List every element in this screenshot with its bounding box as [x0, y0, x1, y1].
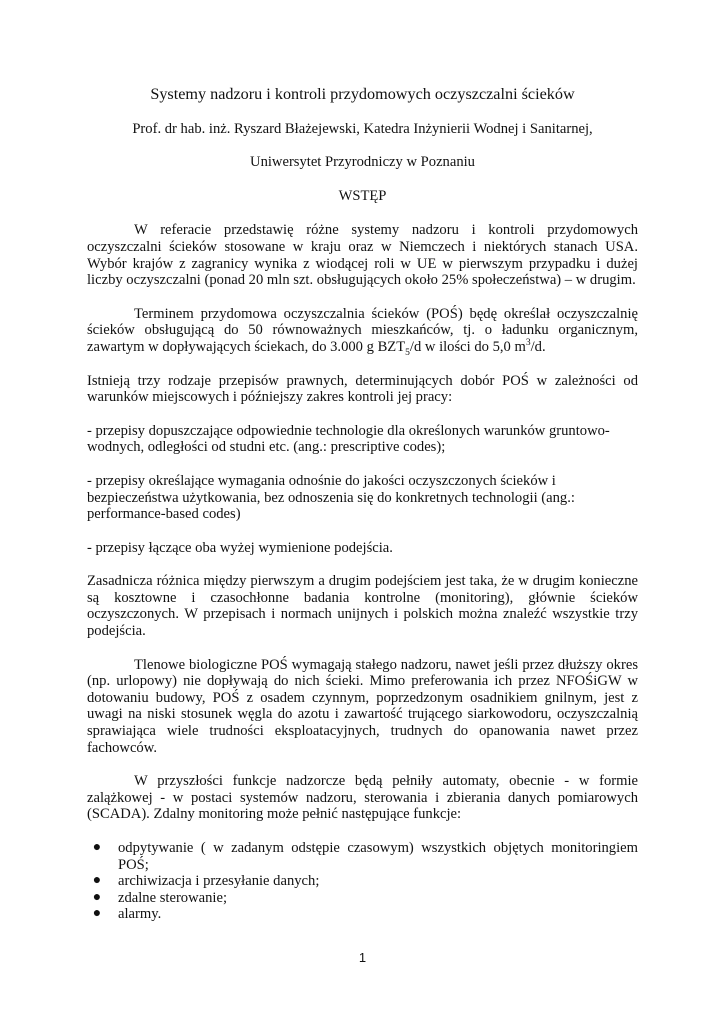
paragraph-definition-text-b: /d w ilości do 5,0 m: [409, 338, 526, 355]
list-item-text: zdalne sterowanie;: [118, 889, 227, 906]
paragraph-prescriptive: - przepisy dopuszczające odpowiednie technologie dla określonych warunków gruntowo-wodnych, odległości od studni etc. (ang.: prescriptive codes);: [87, 422, 610, 456]
paragraph-combined: - przepisy łączące oba wyżej wymienione podejścia.: [87, 539, 393, 556]
list-item: [87, 873, 638, 890]
list-item-text: odpytywanie ( w zadanym odstępie czasowym) wszystkich objętych monitoringiem POŚ;: [118, 840, 638, 873]
paragraph-definition: [87, 306, 638, 356]
monitoring-functions-list: [87, 840, 638, 923]
affiliation-line: Uniwersytet Przyrodniczy w Poznaniu: [250, 154, 475, 171]
bullet-icon: ●: [92, 889, 102, 905]
paragraph-future: W przyszłości funkcje nadzorcze będą pełniły automaty, obecnie - w formie zalążkowej - w postaci systemów nadzoru, sterowania i zbierania danych pomiarowych (SCADA). Zdalny monitoring może pełnić następujące funkcje:: [87, 773, 638, 823]
paragraph-aerobic: Tlenowe biologiczne POŚ wymagają stałego nadzoru, nawet jeśli przez dłuższy okres (np. urlopowy) nie dopływają do nich ścieki. Mimo preferowania ich przez NFOŚiGW w dotowaniu budowy, POŚ z osadem czynnym, poprzedzonym osadnikiem gnilnym, jest z uwagi na niski stosunek węgla do azotu i zawartość trującego siarkowodoru, oczyszczalnią sprawiająca wiele trudności eksploatacyjnych, trudnych do opanowania nawet przez fachowców.: [87, 656, 638, 756]
section-heading: WSTĘP: [338, 187, 387, 204]
bullet-icon: ●: [92, 906, 102, 922]
paragraph-difference: Zasadnicza różnica między pierwszym a drugim podejściem jest taka, że w drugim konieczne są kosztowne i czasochłonne badania kontrolne (monitoring), głównie ścieków oczyszczonych. W przepisach i normach unijnych i polskich można znaleźć wszystkie trzy podejścia.: [87, 573, 638, 640]
paragraph-intro: W referacie przedstawię różne systemy nadzoru i kontroli przydomowych oczyszczalni ścieków stosowane w kraju oraz w Niemczech i niektórych stanach USA. Wybór krajów z zagranicy wynika z wiodącej roli w UE w pierwszym przypadku i dużej liczby oczyszczalni (ponad 20 mln szt. obsługujących około 25% społeczeństwa) – w drugim.: [87, 222, 638, 289]
paragraph-definition-text-c: /d.: [530, 338, 546, 355]
document-title: Systemy nadzoru i kontroli przydomowych oczyszczalni ścieków: [150, 85, 575, 103]
list-item: [87, 890, 638, 907]
bzt-subscript: 5: [405, 347, 410, 358]
list-item: [87, 840, 638, 873]
paragraph-performance: - przepisy określające wymagania odnośnie do jakości oczyszczonych ścieków i bezpieczeństwa użytkowania, bez odnoszenia się do konkretnych technologii (ang.: performance-based codes): [87, 472, 575, 523]
page-number: 1: [358, 950, 367, 965]
paragraph-regulations: Istnieją trzy rodzaje przepisów prawnych, determinujących dobór POŚ w zależności od warunków miejscowych i późniejszy zakres kontroli jej pracy:: [87, 372, 638, 406]
bullet-icon: ●: [92, 840, 102, 855]
list-item: [87, 906, 638, 923]
document-body: [87, 86, 638, 923]
bullet-icon: ●: [92, 873, 102, 889]
cubic-superscript: 3: [525, 338, 531, 349]
list-item-text: archiwizacja i przesyłanie danych;: [118, 873, 320, 890]
author-line: Prof. dr hab. inż. Ryszard Błażejewski, Katedra Inżynierii Wodnej i Sanitarnej,: [132, 120, 593, 137]
paragraph-definition-text-a: Terminem przydomowa oczyszczalnia ścieków (POŚ) będę określał oczyszczalnię ścieków obsługującą do 50 równoważnych mieszkańców, tj. o ładunku organicznym, zawartym w dopływających ściekach, do 3.000 g BZT: [87, 305, 638, 355]
list-item-text: alarmy.: [118, 906, 162, 923]
